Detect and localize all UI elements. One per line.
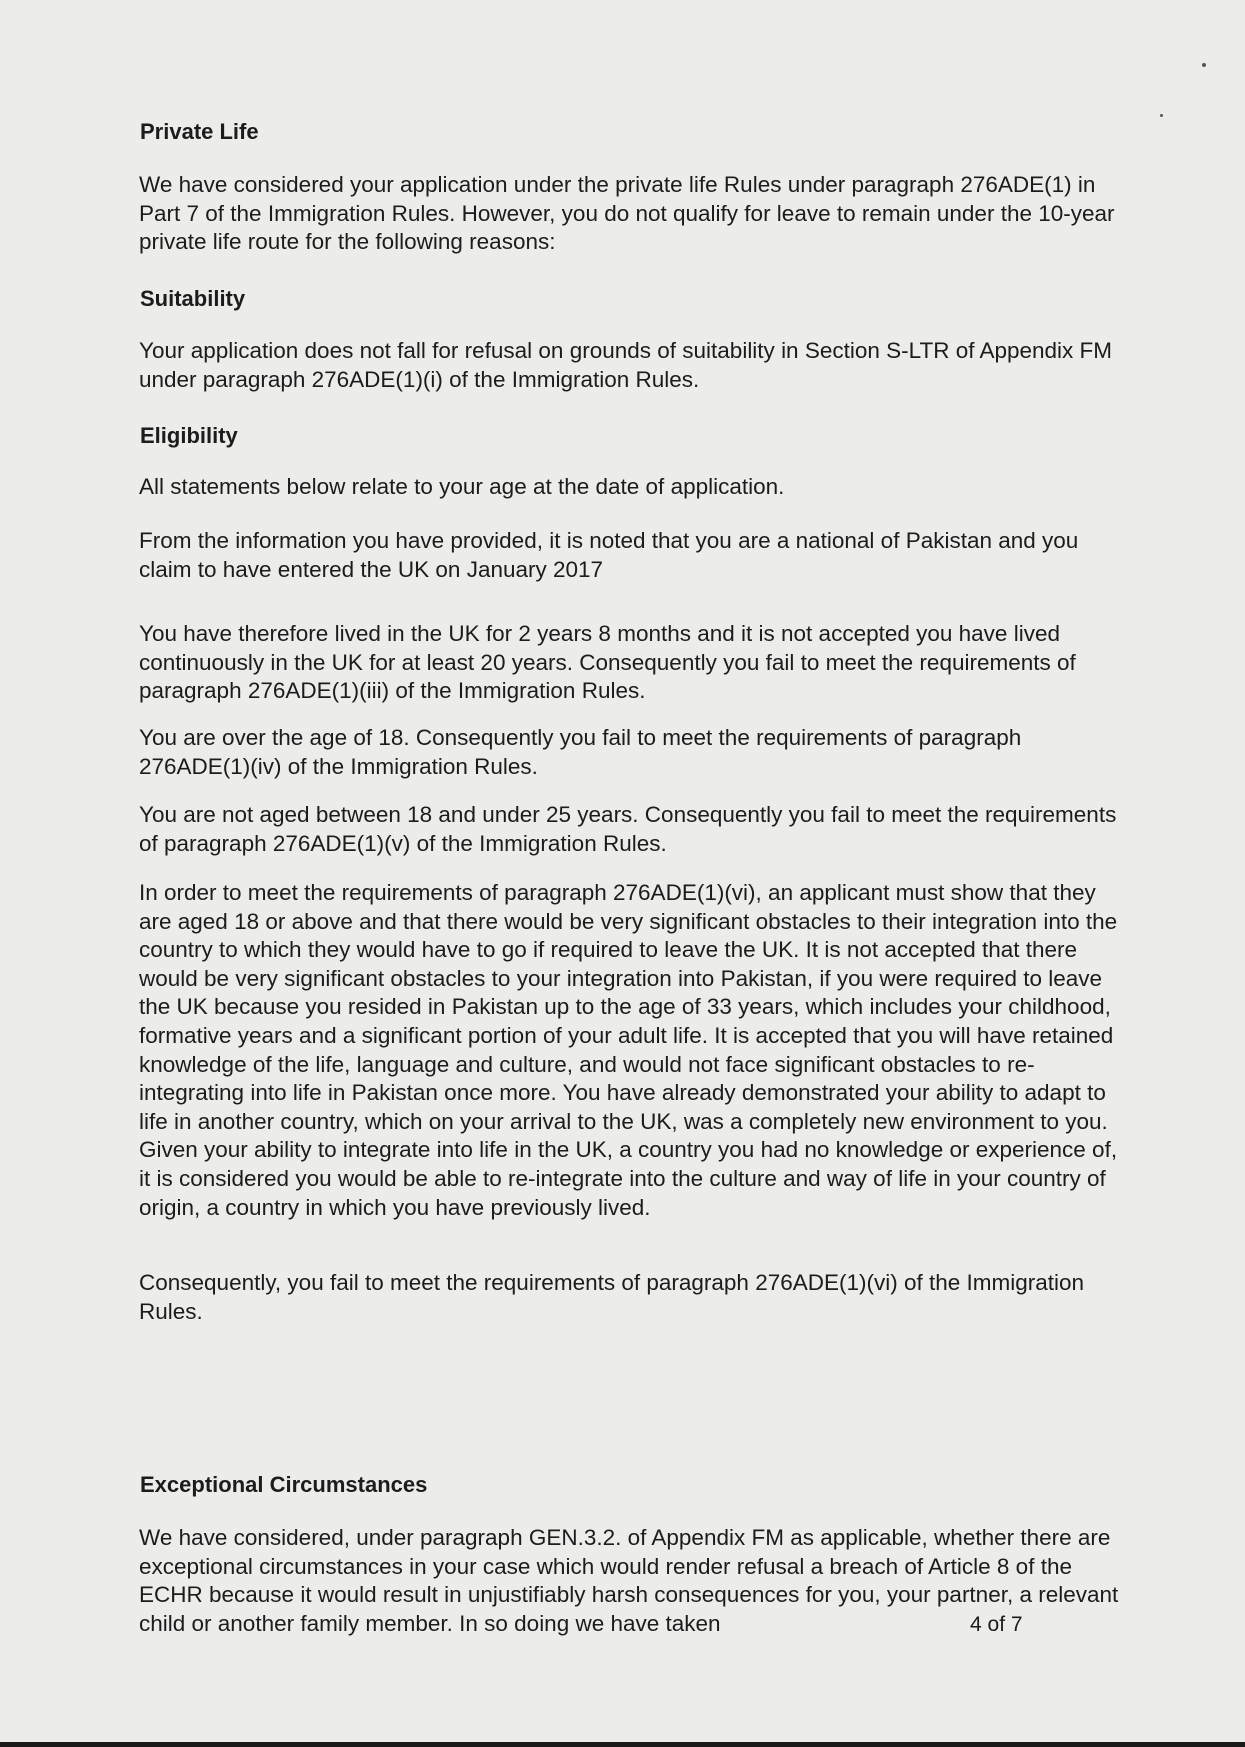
exceptional-paragraph: We have considered, under paragraph GEN.3.2. of Appendix FM as applicable, whether there are exceptional circumstances in your case which would render refusal a breach of Article 8 of the ECHR because it would result in unjustifiably harsh consequences for you, your partner, a relevant child or another family member. In so doing we have taken	[139, 1525, 1119, 1636]
scan-speck	[1160, 114, 1163, 117]
eligibility-conclusion: Consequently, you fail to meet the requirements of paragraph 276ADE(1)(vi) of the Immigration Rules.	[139, 1270, 1085, 1324]
heading-exceptional-circumstances: Exceptional Circumstances	[140, 1472, 428, 1497]
eligibility-nationality: From the information you have provided, it is noted that you are a national of Pakistan and you claim to have entered the UK on January 2017	[139, 528, 1079, 582]
eligibility-age-18-25: You are not aged between 18 and under 25 years. Consequently you fail to meet the requirements of paragraph 276ADE(1)(v) of the Immigration Rules.	[139, 802, 1117, 856]
suitability-paragraph: Your application does not fall for refusal on grounds of suitability in Section S-LTR of Appendix FM under paragraph 276ADE(1)(i) of the Immigration Rules.	[139, 338, 1113, 392]
heading-eligibility: Eligibility	[140, 423, 238, 448]
eligibility-residence: You have therefore lived in the UK for 2 years 8 months and it is not accepted you have lived continuously in the UK for at least 20 years. Consequently you fail to meet the requirements of paragraph 276ADE(1)(iii) of the Immigration Rules.	[139, 621, 1076, 704]
scan-speck	[1202, 63, 1206, 67]
private-life-intro: We have considered your application under the private life Rules under paragraph 276ADE(1) in Part 7 of the Immigration Rules. However, you do not qualify for leave to remain under the 10-year private life route for the following reasons:	[139, 172, 1115, 255]
page-number: 4 of 7	[970, 1613, 1023, 1636]
heading-private-life: Private Life	[140, 119, 259, 144]
eligibility-age-statement: All statements below relate to your age at the date of application.	[139, 474, 785, 499]
eligibility-age-over-18: You are over the age of 18. Consequently you fail to meet the requirements of paragraph 276ADE(1)(iv) of the Immigration Rules.	[139, 725, 1022, 779]
eligibility-obstacles: In order to meet the requirements of paragraph 276ADE(1)(vi), an applicant must show that they are aged 18 or above and that there would be very significant obstacles to their integration into the country to which they would have to go if required to leave the UK. It is not accepted that there would be very significant obstacles to your integration into Pakistan, if you were required to leave the UK because you resided in Pakistan up to the age of 33 years, which includes your childhood, formative years and a significant portion of your adult life. It is accepted that you will have retained knowledge of the life, language and culture, and would not face significant obstacles to re-integrating into life in Pakistan once more. You have already demonstrated your ability to adapt to life in another country, which on your arrival to the UK, was a completely new environment to you. Given your ability to integrate into life in the UK, a country you had no knowledge or experience of, it is considered you would be able to re-integrate into the culture and way of life in your country of origin, a country in which you have previously lived.	[139, 880, 1118, 1220]
heading-suitability: Suitability	[140, 286, 246, 311]
